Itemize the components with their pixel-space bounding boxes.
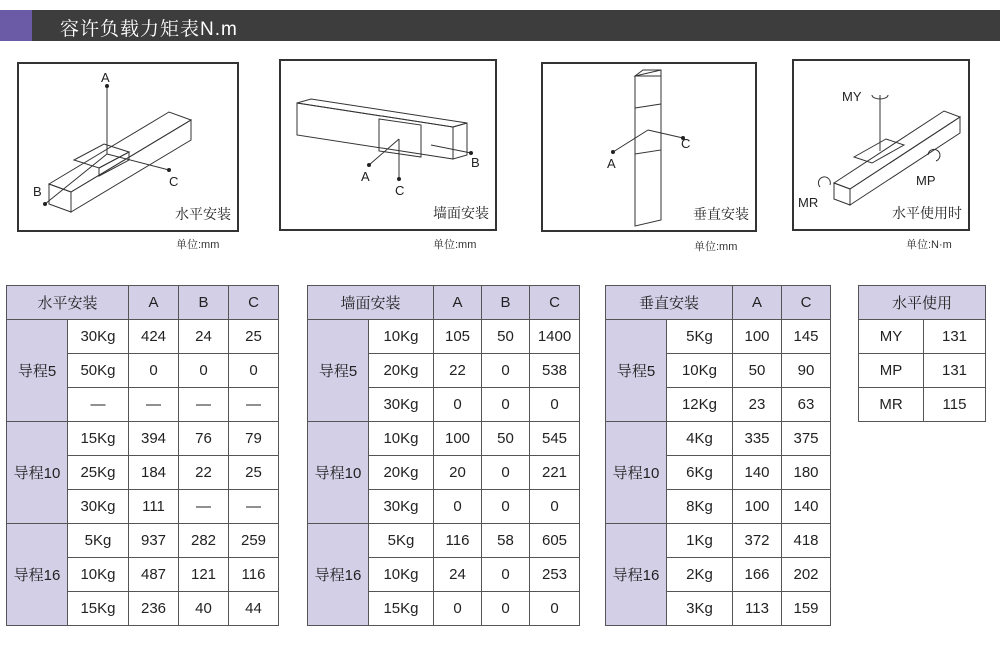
- load-cell: —: [68, 388, 129, 422]
- load-cell: 10Kg: [667, 354, 733, 388]
- value-cell: 202: [782, 558, 831, 592]
- label-c: C: [681, 136, 691, 151]
- value-cell: 79: [229, 422, 279, 456]
- group-label: 导程10: [308, 422, 369, 524]
- label-mr: MR: [798, 195, 819, 210]
- value-cell: 140: [782, 490, 831, 524]
- value-cell: 0: [530, 592, 580, 626]
- table-header: C: [530, 286, 580, 320]
- value-cell: 1400: [530, 320, 580, 354]
- value-cell: 44: [229, 592, 279, 626]
- value-cell: 166: [733, 558, 782, 592]
- table-header: B: [179, 286, 229, 320]
- group-label: 导程16: [606, 524, 667, 626]
- value-cell: 131: [924, 354, 986, 388]
- group-label: 导程5: [7, 320, 68, 422]
- value-cell: 40: [179, 592, 229, 626]
- value-cell: 116: [434, 524, 482, 558]
- value-cell: 0: [482, 490, 530, 524]
- diagram-caption: 水平安装: [175, 206, 231, 222]
- value-cell: 121: [179, 558, 229, 592]
- table-horizontal: [6, 285, 279, 626]
- load-cell: 20Kg: [369, 354, 434, 388]
- value-cell: 113: [733, 592, 782, 626]
- table-header: 水平安装: [7, 286, 129, 320]
- value-cell: 0: [482, 558, 530, 592]
- load-cell: 3Kg: [667, 592, 733, 626]
- value-cell: 90: [782, 354, 831, 388]
- table-header: A: [129, 286, 179, 320]
- value-cell: 424: [129, 320, 179, 354]
- value-cell: 24: [434, 558, 482, 592]
- diagram-unit: 单位:mm: [694, 241, 738, 253]
- value-cell: 0: [482, 456, 530, 490]
- value-cell: 22: [179, 456, 229, 490]
- value-cell: 25: [229, 320, 279, 354]
- value-cell: 111: [129, 490, 179, 524]
- value-cell: —: [229, 388, 279, 422]
- value-cell: 131: [924, 320, 986, 354]
- value-cell: 159: [782, 592, 831, 626]
- moment-label: MR: [859, 388, 924, 422]
- diagram-unit: 单位:mm: [433, 239, 477, 251]
- diagram-caption: 水平使用时: [892, 205, 962, 221]
- header-accent: [0, 10, 32, 41]
- table-header: 墙面安装: [308, 286, 434, 320]
- value-cell: 221: [530, 456, 580, 490]
- value-cell: —: [179, 388, 229, 422]
- value-cell: 63: [782, 388, 831, 422]
- value-cell: 105: [434, 320, 482, 354]
- label-a: A: [607, 156, 616, 171]
- value-cell: 605: [530, 524, 580, 558]
- value-cell: 236: [129, 592, 179, 626]
- load-cell: 2Kg: [667, 558, 733, 592]
- load-cell: 10Kg: [369, 558, 434, 592]
- group-label: 导程10: [7, 422, 68, 524]
- load-cell: 12Kg: [667, 388, 733, 422]
- label-a: A: [361, 169, 370, 184]
- value-cell: 0: [434, 490, 482, 524]
- value-cell: 335: [733, 422, 782, 456]
- table-header: 水平使用: [859, 286, 986, 320]
- value-cell: 0: [434, 592, 482, 626]
- value-cell: 0: [129, 354, 179, 388]
- load-cell: 30Kg: [369, 490, 434, 524]
- load-cell: 5Kg: [667, 320, 733, 354]
- header-bar: [0, 10, 1000, 41]
- value-cell: 937: [129, 524, 179, 558]
- value-cell: 24: [179, 320, 229, 354]
- load-cell: 25Kg: [68, 456, 129, 490]
- load-cell: 30Kg: [369, 388, 434, 422]
- load-cell: 50Kg: [68, 354, 129, 388]
- value-cell: 487: [129, 558, 179, 592]
- value-cell: 0: [530, 490, 580, 524]
- label-mp: MP: [916, 173, 936, 188]
- value-cell: —: [179, 490, 229, 524]
- load-cell: 4Kg: [667, 422, 733, 456]
- load-cell: 30Kg: [68, 320, 129, 354]
- value-cell: 545: [530, 422, 580, 456]
- value-cell: 259: [229, 524, 279, 558]
- table-header: B: [482, 286, 530, 320]
- value-cell: 23: [733, 388, 782, 422]
- load-cell: 15Kg: [68, 592, 129, 626]
- load-cell: 30Kg: [68, 490, 129, 524]
- label-c: C: [395, 183, 405, 198]
- value-cell: 115: [924, 388, 986, 422]
- diagram-vertical: [541, 62, 757, 232]
- table-header: 垂直安装: [606, 286, 733, 320]
- load-cell: 6Kg: [667, 456, 733, 490]
- value-cell: 145: [782, 320, 831, 354]
- value-cell: 20: [434, 456, 482, 490]
- label-a: A: [101, 70, 110, 85]
- label-b: B: [471, 155, 480, 170]
- table-usage: [858, 285, 986, 422]
- load-cell: 15Kg: [68, 422, 129, 456]
- value-cell: 0: [482, 592, 530, 626]
- value-cell: 25: [229, 456, 279, 490]
- load-cell: 5Kg: [369, 524, 434, 558]
- load-cell: 20Kg: [369, 456, 434, 490]
- table-header: C: [229, 286, 279, 320]
- diagram-caption: 墙面安装: [433, 205, 489, 221]
- value-cell: 76: [179, 422, 229, 456]
- load-cell: 10Kg: [68, 558, 129, 592]
- label-b: B: [33, 184, 42, 199]
- value-cell: 50: [733, 354, 782, 388]
- group-label: 导程5: [308, 320, 369, 422]
- group-label: 导程5: [606, 320, 667, 422]
- diagram-wall: [279, 59, 497, 231]
- value-cell: 282: [179, 524, 229, 558]
- moment-label: MY: [859, 320, 924, 354]
- load-cell: 5Kg: [68, 524, 129, 558]
- value-cell: 100: [733, 320, 782, 354]
- point-b-dot: [43, 202, 47, 206]
- diagram-horizontal: [17, 62, 239, 232]
- value-cell: 22: [434, 354, 482, 388]
- group-label: 导程16: [308, 524, 369, 626]
- value-cell: 253: [530, 558, 580, 592]
- diagram-unit: 单位:mm: [176, 239, 220, 251]
- value-cell: 372: [733, 524, 782, 558]
- value-cell: 0: [482, 354, 530, 388]
- label-my: MY: [842, 89, 862, 104]
- load-cell: 15Kg: [369, 592, 434, 626]
- group-label: 导程10: [606, 422, 667, 524]
- moment-label: MP: [859, 354, 924, 388]
- table-header: A: [733, 286, 782, 320]
- point-c-dot: [167, 168, 171, 172]
- value-cell: 538: [530, 354, 580, 388]
- value-cell: 0: [179, 354, 229, 388]
- value-cell: 0: [530, 388, 580, 422]
- value-cell: 100: [434, 422, 482, 456]
- value-cell: 140: [733, 456, 782, 490]
- value-cell: 0: [434, 388, 482, 422]
- label-c: C: [169, 174, 179, 189]
- value-cell: 394: [129, 422, 179, 456]
- diagram-unit: 单位:N·m: [906, 239, 952, 251]
- load-cell: 10Kg: [369, 422, 434, 456]
- group-label: 导程16: [7, 524, 68, 626]
- value-cell: 116: [229, 558, 279, 592]
- diagram-moments: [792, 59, 970, 231]
- value-cell: —: [229, 490, 279, 524]
- value-cell: —: [129, 388, 179, 422]
- value-cell: 50: [482, 320, 530, 354]
- diagram-caption: 垂直安装: [693, 206, 749, 222]
- value-cell: 180: [782, 456, 831, 490]
- load-cell: 1Kg: [667, 524, 733, 558]
- value-cell: 184: [129, 456, 179, 490]
- value-cell: 58: [482, 524, 530, 558]
- page-title: 容许负载力矩表N.m: [60, 19, 238, 40]
- value-cell: 375: [782, 422, 831, 456]
- value-cell: 0: [229, 354, 279, 388]
- value-cell: 418: [782, 524, 831, 558]
- load-cell: 8Kg: [667, 490, 733, 524]
- load-cell: 10Kg: [369, 320, 434, 354]
- table-header: C: [782, 286, 831, 320]
- value-cell: 100: [733, 490, 782, 524]
- table-vertical: [605, 285, 831, 626]
- value-cell: 50: [482, 422, 530, 456]
- value-cell: 0: [482, 388, 530, 422]
- table-header: A: [434, 286, 482, 320]
- table-wall: [307, 285, 580, 626]
